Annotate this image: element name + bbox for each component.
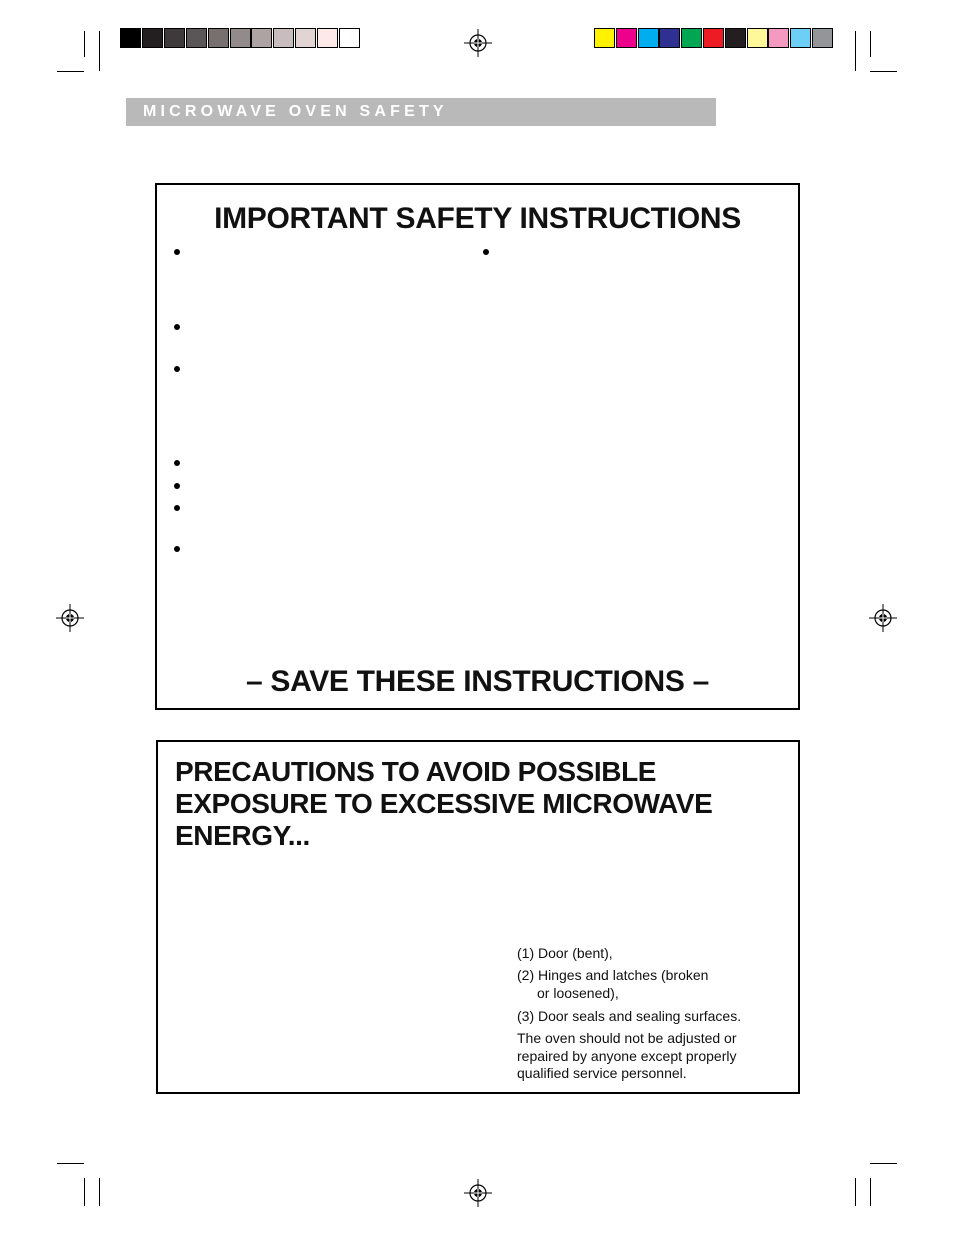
color-swatch xyxy=(120,28,141,48)
safety-instructions-title: IMPORTANT SAFETY INSTRUCTIONS xyxy=(214,202,741,235)
precautions-title xyxy=(175,756,712,852)
color-swatch xyxy=(164,28,185,48)
list-item: (2) Hinges and latches (broken xyxy=(517,967,709,983)
service-note-line: qualified service personnel. xyxy=(517,1065,687,1081)
bullet xyxy=(174,324,180,330)
crop-mark xyxy=(84,31,85,57)
service-note-line: The oven should not be adjusted or xyxy=(517,1030,737,1046)
color-swatch xyxy=(616,28,637,48)
service-note-line: repaired by anyone except properly xyxy=(517,1047,737,1064)
bullet xyxy=(483,249,489,255)
bullet xyxy=(174,366,180,372)
color-swatch xyxy=(594,28,615,48)
color-swatch xyxy=(273,28,294,48)
crop-mark xyxy=(870,1163,897,1164)
service-note xyxy=(517,1030,737,1083)
color-swatch xyxy=(638,28,659,48)
bullet xyxy=(174,460,180,466)
color-swatch xyxy=(768,28,789,48)
color-swatch xyxy=(725,28,746,48)
bullet xyxy=(174,546,180,552)
color-swatch xyxy=(142,28,163,48)
bullet xyxy=(174,483,180,489)
crop-mark xyxy=(870,1178,871,1206)
save-instructions-footer: – SAVE THESE INSTRUCTIONS – xyxy=(245,665,710,698)
color-swatch xyxy=(251,28,272,48)
crop-mark xyxy=(99,31,100,71)
color-swatch xyxy=(317,28,338,48)
color-swatch xyxy=(747,28,768,48)
color-swatch xyxy=(230,28,251,48)
color-swatch xyxy=(703,28,724,48)
registration-mark-icon xyxy=(464,29,492,57)
list-item: (3) Door seals and sealing surfaces. xyxy=(517,1008,742,1024)
crop-mark xyxy=(855,1178,856,1206)
color-swatch xyxy=(812,28,833,48)
registration-mark-icon xyxy=(869,604,897,632)
precautions-title-line: ENERGY... xyxy=(175,820,310,851)
color-swatch xyxy=(295,28,316,48)
color-swatch xyxy=(339,28,360,48)
registration-mark-icon xyxy=(56,604,84,632)
crop-mark xyxy=(57,1163,84,1164)
color-swatch xyxy=(659,28,680,48)
crop-mark xyxy=(870,31,871,57)
section-header-bar xyxy=(126,98,716,126)
crop-mark xyxy=(855,31,856,71)
precautions-title-line: EXPOSURE TO EXCESSIVE MICROWAVE xyxy=(175,788,713,819)
crop-mark xyxy=(99,1178,100,1206)
precautions-box xyxy=(156,740,800,1094)
precautions-title-line: PRECAUTIONS TO AVOID POSSIBLE xyxy=(175,756,657,787)
color-swatch xyxy=(790,28,811,48)
bullet xyxy=(174,249,180,255)
bullet xyxy=(174,505,180,511)
section-title: MICROWAVE OVEN SAFETY xyxy=(143,103,448,120)
color-swatch xyxy=(208,28,229,48)
safety-instructions-box xyxy=(155,183,800,710)
list-item-continued: or loosened), xyxy=(537,985,619,1001)
list-item: (1) Door (bent), xyxy=(517,945,613,961)
color-swatch xyxy=(681,28,702,48)
crop-mark xyxy=(57,71,84,72)
registration-mark-icon xyxy=(464,1179,492,1207)
crop-mark xyxy=(84,1178,85,1206)
color-swatch xyxy=(186,28,207,48)
crop-mark xyxy=(870,71,897,72)
